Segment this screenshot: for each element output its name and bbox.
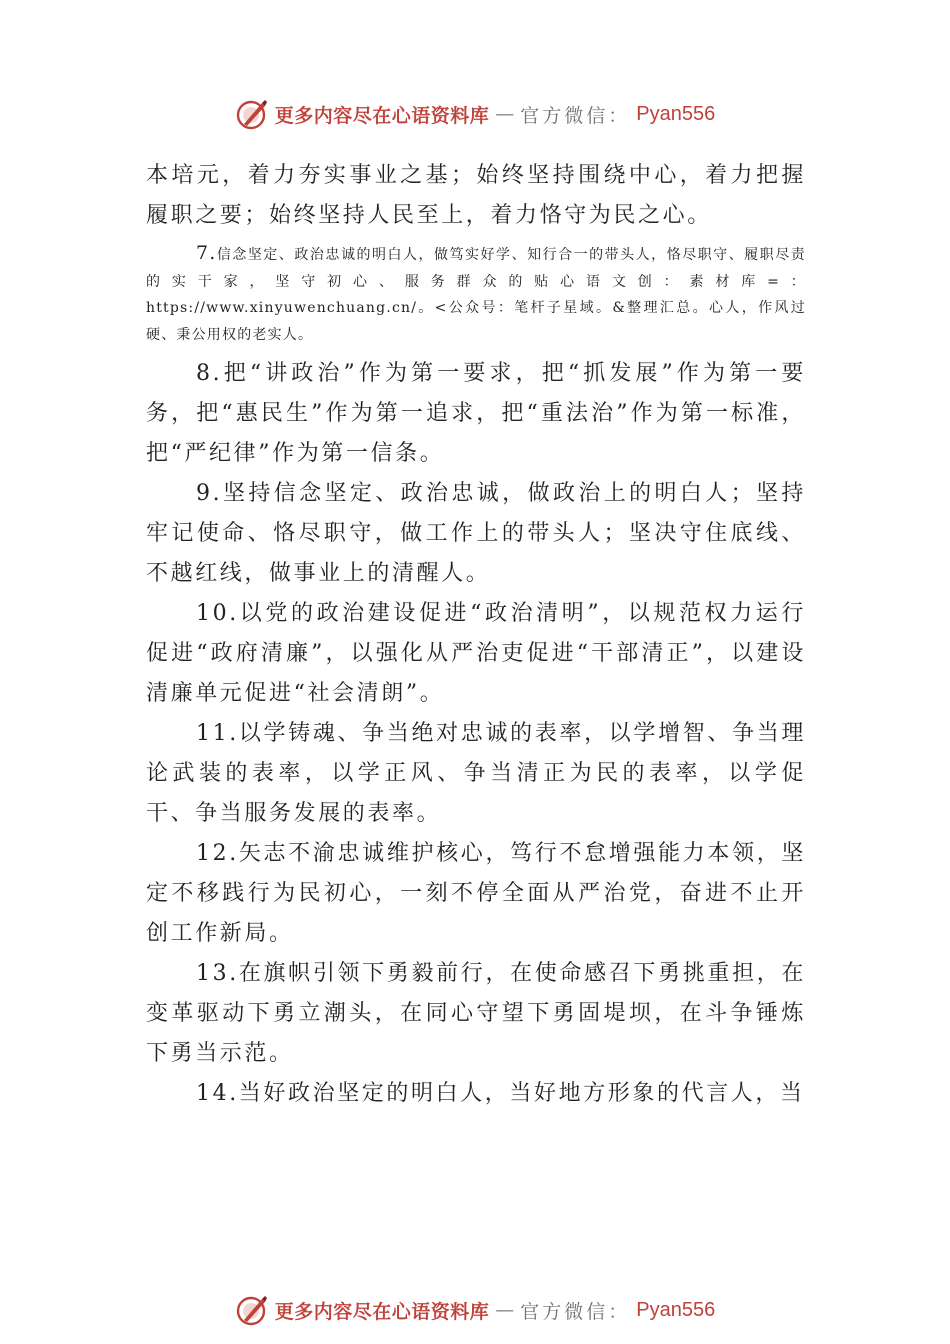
paragraph-8: 8.把“讲政治”作为第一要求，把“抓发展”作为第一要务，把“惠民生”作为第一追求，把“重法治”作为第一标准，把“严纪律”作为第一信条。 bbox=[146, 361, 806, 466]
banner-brand-text: 更多内容尽在心语资料库 bbox=[274, 104, 490, 127]
paragraph-12: 12.矢志不渝忠诚维护核心，笃行不怠增强能力本领，坚定不移践行为民初心，一刻不停全面从严治党，奋进不止开创工作新局。 bbox=[146, 841, 806, 946]
banner-dash: — bbox=[495, 103, 515, 125]
paragraph-7-number: 7. bbox=[196, 242, 217, 264]
paragraph-7-text: 信念坚定、政治忠诚的明白人，做笃实好学、知行合一的带头人，恪尽职守、履职尽责的实干家，坚守初心、服务群众的贴心语文创：素材库=：https://www.xinyuwenchuang.cn/。<公众号：笔杆子星域。&整理汇总。心人，作风过硬、秉公用权的老实人。 bbox=[146, 247, 806, 343]
paragraph-11: 11.以学铸魂、争当绝对忠诚的表率，以学增智、争当理论武装的表率，以学正风、争当清正为民的表率，以学促干、争当服务发展的表率。 bbox=[146, 721, 806, 826]
pen-logo-icon bbox=[235, 97, 269, 131]
banner-official-text: 官方微信： bbox=[520, 104, 631, 127]
paragraph-14: 14.当好政治坚定的明白人，当好地方形象的代言人，当 bbox=[196, 1081, 805, 1106]
paragraph-continuation: 本培元，着力夯实事业之基；始终坚持围绕中心，着力把握履职之要；始终坚持人民至上，着力恪守为民之心。 bbox=[146, 163, 806, 228]
banner-wechat-id: Pyan556 bbox=[636, 1298, 716, 1321]
footer-banner bbox=[0, 1290, 950, 1330]
paragraph-10: 10.以党的政治建设促进“政治清明”，以规范权力运行促进“政府清廉”，以强化从严治吏促进“干部清正”，以建设清廉单元促进“社会清朗”。 bbox=[146, 601, 806, 706]
banner-wechat-id: Pyan556 bbox=[636, 102, 716, 125]
paragraph-9: 9.坚持信念坚定、政治忠诚，做政治上的明白人；坚持牢记使命、恪尽职守，做工作上的带头人；坚决守住底线、不越红线，做事业上的清醒人。 bbox=[146, 481, 806, 586]
banner-official-text: 官方微信： bbox=[520, 1300, 631, 1323]
pen-logo-icon bbox=[235, 1293, 269, 1327]
paragraph-7 bbox=[146, 240, 806, 348]
header-banner bbox=[0, 94, 950, 134]
banner-brand-text: 更多内容尽在心语资料库 bbox=[274, 1300, 490, 1323]
document-body bbox=[146, 156, 806, 1114]
banner-dash: — bbox=[495, 1299, 515, 1321]
paragraph-13: 13.在旗帜引领下勇毅前行，在使命感召下勇挑重担，在变革驱动下勇立潮头，在同心守望下勇固堤坝，在斗争锤炼下勇当示范。 bbox=[146, 961, 806, 1066]
